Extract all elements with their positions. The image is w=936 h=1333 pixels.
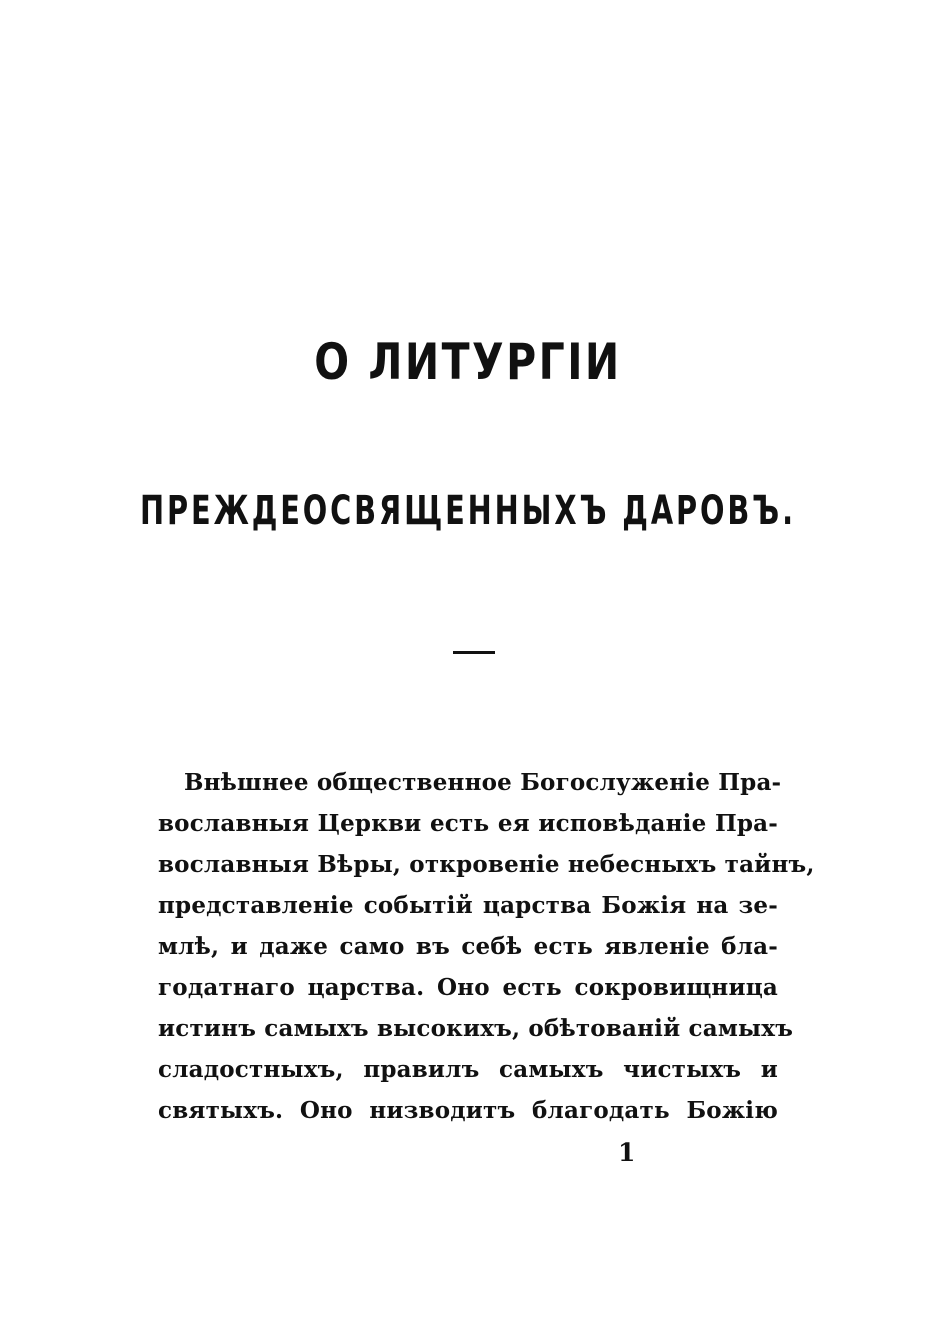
text-line: истинъ самыхъ высокихъ, обѣтованій самыхъ (158, 1015, 794, 1042)
text-line: вославныя Вѣры, откровеніе небесныхъ тайнъ, (158, 851, 815, 878)
text-line: годатнаго царства. Оно есть сокровищница (158, 974, 778, 1001)
chapter-subtitle: ПРЕЖДЕОСВЯЩЕННЫХЪ ДАРОВЪ. (140, 488, 796, 534)
text-line: млѣ, и даже само въ себѣ есть явленіе бла- (158, 933, 778, 960)
page-number: 1 (618, 1138, 636, 1167)
text-line: Внѣшнее общественное Богослуженіе Пра- (184, 769, 782, 796)
text-line: представленіе событій царства Божія на зе- (158, 892, 778, 919)
section-divider (453, 651, 495, 654)
text-line: сладостныхъ, правилъ самыхъ чистыхъ и (158, 1056, 778, 1083)
body-paragraph (158, 762, 815, 1131)
chapter-title: О ЛИТУРГІИ (314, 333, 622, 391)
text-line: вославныя Церкви есть ея исповѣданіе Пра- (158, 810, 778, 837)
text-line: святыхъ. Оно низводитъ благодать Божію (158, 1097, 778, 1124)
